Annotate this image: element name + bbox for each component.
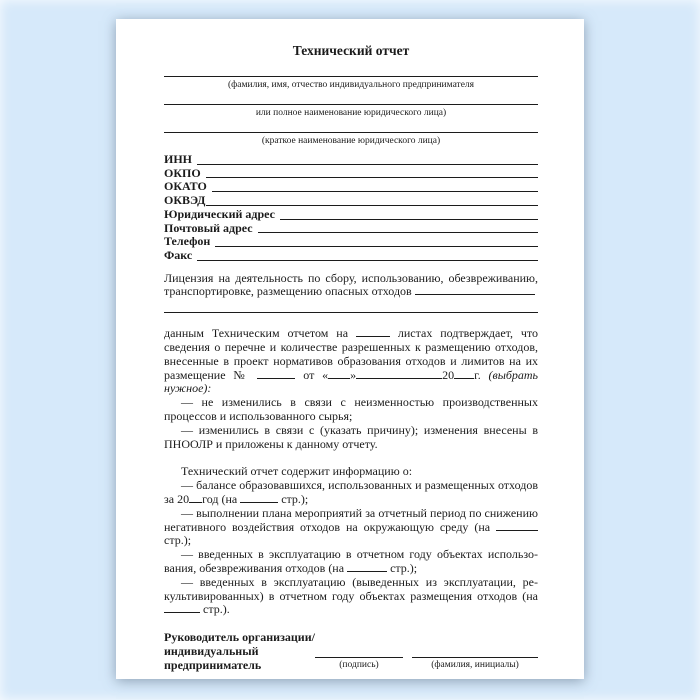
document-title: Технический отчет (292, 43, 410, 58)
blank-line (280, 208, 538, 220)
field-label: Юридический адрес (164, 206, 275, 221)
signature-caption: (подпись) (339, 660, 379, 671)
contents-intro: Технический отчет содержит информацию о: (181, 464, 413, 479)
fullname-field (412, 631, 538, 672)
blank-line (164, 95, 538, 105)
blank-line (197, 249, 538, 261)
signer-role-line: Руководитель организации/ (164, 630, 315, 645)
contents-item-commissioned-placement (164, 576, 538, 617)
blank-line (257, 369, 295, 379)
field-legal-address (164, 208, 538, 222)
field-caption: (краткое наименование юридического лица) (261, 136, 441, 146)
license-paragraph (164, 272, 538, 300)
field-label: Телефон (164, 234, 211, 249)
field-postal-address (164, 222, 538, 236)
choose-note: (выбрать нужное): (164, 367, 539, 396)
confirmation-text: 20 (442, 367, 455, 382)
confirmation-text: » (350, 367, 357, 382)
field-okato (164, 180, 538, 194)
field-label: Почтовый адрес (164, 220, 253, 235)
blank-line (206, 167, 538, 179)
option-unchanged: — не изменились в связи с неизменностью производственных процессов и использованного сырья; (164, 395, 538, 423)
header-field-fullname (164, 95, 538, 119)
field-phone (164, 235, 538, 249)
blank-line (164, 603, 200, 613)
blank-line (164, 67, 538, 77)
contents-item-commissioned-use (164, 548, 538, 576)
blank-line (347, 562, 387, 572)
item-text: — введенных в эксплуатацию (выведенных из эксплуатации, рекультивированных) в отчетном году объектах размещения отходов (на (164, 574, 538, 603)
field-label: ОКПО (164, 165, 201, 180)
field-label: ИНН (164, 152, 193, 166)
blank-line (212, 180, 538, 192)
contents-item-balance (164, 479, 538, 507)
confirmation-text: от « (303, 367, 329, 382)
confirmation-text: листах подтверждает, что сведения о перечне и количестве разрешенных к размещению отходов, внесенные в проект нормативов образования отходов и лимитов на их размещение № (164, 326, 539, 382)
blank-line (197, 153, 538, 165)
document-page (116, 19, 584, 679)
blank-line (164, 123, 538, 133)
field-caption: или полное наименование юридического лица) (255, 108, 447, 118)
confirmation-paragraph (164, 327, 538, 396)
license-text: Лицензия на деятельность по сбору, использованию, обезвреживанию, транспортировке, размещению опасных отходов (164, 270, 538, 299)
field-caption: (фамилия, имя, отчество индивидуального предпринимателя (227, 80, 475, 90)
item-text: год (на (202, 491, 238, 506)
signature-line (315, 631, 403, 658)
option-changed: — изменились в связи с (указать причину); изменения внесены в ПНООЛР и приложены к данному отчету. (164, 422, 538, 451)
blank-line (258, 222, 538, 234)
signature-field (315, 631, 403, 672)
header-field-name (164, 67, 538, 91)
blank-line (240, 493, 278, 503)
item-text: стр.); (164, 533, 192, 548)
item-text: стр.); (390, 560, 418, 575)
field-inn (164, 153, 538, 167)
header-field-shortname (164, 123, 538, 147)
confirmation-text: данным Техническим отчетом на (164, 326, 349, 341)
item-text: — введенных в эксплуатацию в отчетном году объектах использования, обезвреживания отходов (на (164, 547, 538, 575)
blank-line (415, 285, 535, 295)
blank-line (164, 305, 538, 313)
item-text: стр.). (203, 602, 230, 617)
item-text: стр.); (281, 491, 309, 506)
field-fax (164, 249, 538, 263)
field-label: Факс (164, 247, 193, 262)
blank-line (215, 235, 538, 247)
item-text: — балансе образовавшихся, использованных и размещенных отходов за 20 (164, 478, 538, 506)
signer-role-line: предприниматель (164, 657, 262, 672)
blank-line (356, 327, 390, 337)
blank-line (189, 493, 202, 503)
field-okved (164, 194, 538, 208)
field-label: ОКВЭД (164, 193, 206, 208)
fullname-caption: (фамилия, инициалы) (431, 660, 519, 671)
blank-line (356, 369, 442, 379)
field-okpo (164, 167, 538, 181)
signer-role (164, 631, 315, 672)
blank-line (496, 521, 538, 531)
contents-item-plan (164, 507, 538, 548)
fullname-line (412, 631, 538, 658)
item-text: — выполнении плана мероприятий за отчетный период по снижению негативного воздействия отходов на окружающую среду (на (164, 505, 538, 534)
blank-line (206, 194, 538, 206)
confirmation-text: г. (474, 367, 481, 382)
requisites-block (164, 153, 538, 263)
blank-line (454, 369, 474, 379)
signature-block (164, 631, 538, 672)
field-label: ОКАТО (164, 179, 207, 194)
blank-line (328, 369, 350, 379)
signer-role-line: индивидуальный (164, 643, 259, 658)
